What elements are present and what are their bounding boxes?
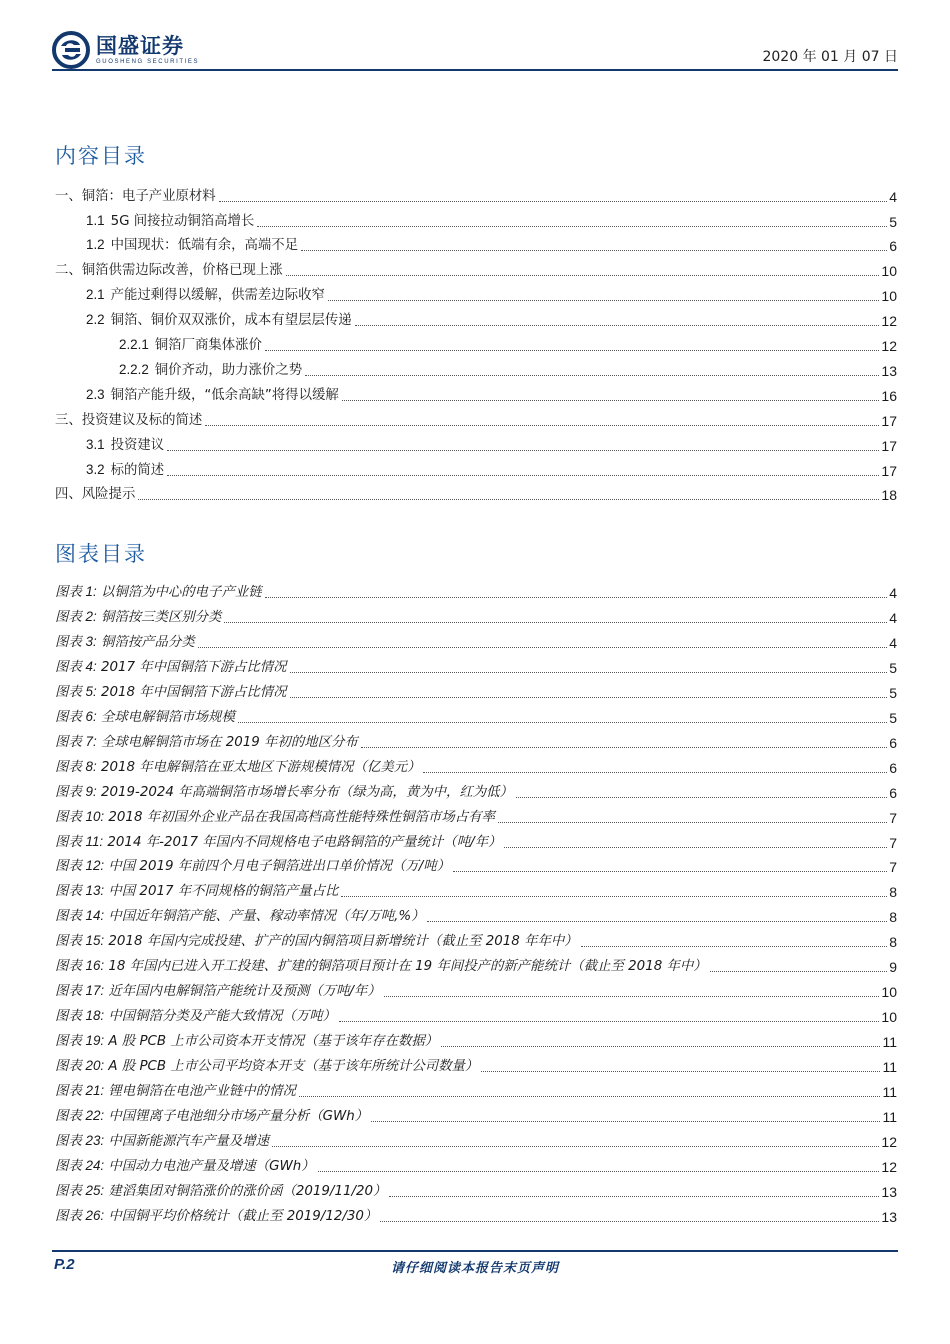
figure-entry-page: 5 bbox=[889, 660, 897, 676]
figure-entry-text: 中国锂离子电池细分市场产量分析（GWh） bbox=[108, 1109, 369, 1124]
figure-entry-number: 图表 7: bbox=[55, 734, 97, 749]
toc-entry-page: 10 bbox=[881, 288, 897, 304]
figure-entry-label bbox=[55, 1057, 478, 1076]
dot-leader bbox=[384, 996, 880, 997]
figure-entry-page: 8 bbox=[889, 934, 897, 950]
figure-entry-page: 11 bbox=[882, 1034, 897, 1050]
figure-entry-page: 6 bbox=[889, 785, 897, 801]
toc-entry-page: 17 bbox=[881, 463, 897, 479]
report-date: 2020 年 01 月 07 日 bbox=[762, 49, 898, 65]
toc-entry[interactable] bbox=[55, 383, 897, 405]
figure-entry-text: 建滔集团对铜箔涨价的涨价函（2019/11/20） bbox=[108, 1184, 387, 1199]
figure-entry-number: 图表 18: bbox=[55, 1008, 105, 1023]
figure-entry-number: 图表 17: bbox=[55, 983, 105, 998]
figure-entry[interactable] bbox=[55, 854, 897, 876]
toc-entry-page: 6 bbox=[889, 238, 897, 254]
figure-entry-label bbox=[55, 783, 513, 802]
logo-english-name: GUOSHENG SECURITIES bbox=[96, 59, 200, 65]
figure-entry-label bbox=[55, 608, 221, 627]
toc-entry-page: 10 bbox=[881, 263, 897, 279]
toc-entry-page: 16 bbox=[881, 388, 897, 404]
figure-entry[interactable] bbox=[55, 904, 897, 926]
figure-entry[interactable] bbox=[55, 1079, 897, 1101]
figure-entry[interactable] bbox=[55, 755, 897, 777]
figure-entry[interactable] bbox=[55, 680, 897, 702]
toc-entry[interactable] bbox=[55, 433, 897, 455]
dot-leader bbox=[265, 597, 888, 598]
toc-entry-page: 4 bbox=[889, 189, 897, 205]
dot-leader bbox=[238, 722, 887, 723]
dot-leader bbox=[504, 847, 887, 848]
dot-leader bbox=[423, 772, 887, 773]
figure-entry-page: 8 bbox=[889, 884, 897, 900]
dot-leader bbox=[380, 1221, 879, 1222]
dot-leader bbox=[453, 871, 887, 872]
figure-entry-label bbox=[55, 1157, 315, 1176]
toc-heading: 内容目录 bbox=[55, 144, 147, 168]
figure-entry-number: 图表 25: bbox=[55, 1183, 105, 1198]
figure-entry-label bbox=[55, 1132, 269, 1151]
toc-entry[interactable] bbox=[55, 408, 897, 430]
header-divider bbox=[52, 69, 898, 71]
figure-entry-page: 13 bbox=[881, 1209, 897, 1225]
figure-entry-text: 18 年国内已进入开工投建、扩建的铜箔项目预计在 19 年间投产的新产能统计（截止至 2018 年中） bbox=[108, 959, 707, 974]
figure-entry-page: 5 bbox=[889, 710, 897, 726]
toc-entry-text: 产能过剩得以缓解，供需差边际收窄 bbox=[110, 288, 325, 303]
figure-entry-number: 图表 21: bbox=[55, 1083, 105, 1098]
figure-entry[interactable] bbox=[55, 580, 897, 602]
toc-entry-label bbox=[55, 188, 216, 206]
toc-entry-text: 三、投资建议及标的简述 bbox=[55, 413, 203, 428]
figure-entry[interactable] bbox=[55, 1129, 897, 1151]
toc-entry-text: 5G 间接拉动铜箔高增长 bbox=[110, 214, 255, 229]
figure-entry-label bbox=[55, 932, 578, 951]
toc-entry[interactable] bbox=[55, 209, 897, 231]
figure-entry-text: 铜箔按三类区别分类 bbox=[100, 610, 222, 625]
figure-entry[interactable] bbox=[55, 630, 897, 652]
figure-entry[interactable] bbox=[55, 1004, 897, 1026]
figure-entry[interactable] bbox=[55, 954, 897, 976]
figure-entry[interactable] bbox=[55, 830, 897, 852]
figure-entry-number: 图表 8: bbox=[55, 759, 97, 774]
figure-entry-number: 图表 1: bbox=[55, 584, 97, 599]
toc-entry-label bbox=[55, 436, 164, 455]
figure-entry-text: 中国动力电池产量及增速（GWh） bbox=[108, 1159, 315, 1174]
figure-entry-number: 图表 20: bbox=[55, 1058, 105, 1073]
toc-entry-text: 一、铜箔：电子产业原材料 bbox=[55, 189, 216, 204]
dot-leader bbox=[272, 1146, 879, 1147]
figure-entry-text: 2018 年国内完成投建、扩产的国内铜箔项目新增统计（截止至 2018 年年中） bbox=[108, 934, 578, 949]
figure-entry-text: 2018 年中国铜箔下游占比情况 bbox=[100, 685, 287, 700]
figure-entry-text: 2018 年电解铜箔在亚太地区下游规模情况（亿美元） bbox=[100, 760, 421, 775]
figure-entry-label bbox=[55, 1032, 438, 1051]
figure-entry-text: 近年国内电解铜箔产能统计及预测（万吨/年） bbox=[108, 984, 381, 999]
dot-leader bbox=[224, 622, 887, 623]
toc-entry-number: 1.2 bbox=[86, 237, 105, 252]
figure-entry-number: 图表 5: bbox=[55, 684, 97, 699]
figure-entry[interactable] bbox=[55, 1154, 897, 1176]
figure-entry-page: 11 bbox=[882, 1059, 897, 1075]
figure-entry-page: 10 bbox=[881, 984, 897, 1000]
toc-entry-label bbox=[55, 336, 262, 355]
figure-entry-number: 图表 10: bbox=[55, 809, 105, 824]
figure-entry-label bbox=[55, 857, 450, 876]
figure-entry-page: 11 bbox=[882, 1084, 897, 1100]
toc-entry-label bbox=[55, 461, 164, 480]
page-number: P.2 bbox=[54, 1256, 75, 1273]
toc-entry-label bbox=[55, 262, 283, 280]
toc-entry-text: 铜箔厂商集体涨价 bbox=[154, 338, 262, 353]
dot-leader bbox=[205, 425, 879, 426]
figure-entry-page: 7 bbox=[889, 859, 897, 875]
toc-entry-label bbox=[55, 236, 298, 255]
dot-leader bbox=[341, 896, 887, 897]
figure-entry[interactable] bbox=[55, 879, 897, 901]
toc-entry-page: 17 bbox=[881, 438, 897, 454]
figure-entry-page: 7 bbox=[889, 835, 897, 851]
figure-entry-label bbox=[55, 808, 495, 827]
dot-leader bbox=[219, 201, 888, 202]
dot-leader bbox=[299, 1096, 881, 1097]
figure-entry-page: 12 bbox=[881, 1159, 897, 1175]
toc-entry-number: 2.2.2 bbox=[119, 362, 149, 377]
figure-entry-number: 图表 13: bbox=[55, 883, 105, 898]
figure-entry-text: 中国 2019 年前四个月电子铜箔进出口单价情况（万/吨） bbox=[108, 859, 451, 874]
figure-entry-page: 8 bbox=[889, 909, 897, 925]
figure-entry-text: 全球电解铜箔市场在 2019 年初的地区分布 bbox=[100, 735, 358, 750]
figure-entry-text: A 股 PCB 上市公司平均资本开支（基于该年所统计公司数量） bbox=[108, 1059, 479, 1074]
figure-entry-label bbox=[55, 907, 424, 926]
toc-entry[interactable] bbox=[55, 333, 897, 355]
figure-entry-number: 图表 9: bbox=[55, 784, 97, 799]
logo-chinese-name: 国盛证券 bbox=[96, 34, 184, 58]
toc-entry-number: 3.1 bbox=[86, 437, 105, 452]
figure-entry-page: 13 bbox=[881, 1184, 897, 1200]
figure-entry-label bbox=[55, 957, 707, 976]
figure-entry-text: 中国铜箔分类及产能大致情况（万吨） bbox=[108, 1009, 337, 1024]
figure-entry-number: 图表 12: bbox=[55, 858, 105, 873]
toc-entry-label bbox=[55, 361, 302, 380]
toc-entry-number: 2.2.1 bbox=[119, 337, 149, 352]
toc-entry[interactable] bbox=[55, 283, 897, 305]
dot-leader bbox=[710, 971, 888, 972]
dot-leader bbox=[167, 475, 879, 476]
toc-entry-text: 铜价齐动，助力涨价之势 bbox=[154, 363, 303, 378]
toc-entry-label bbox=[55, 286, 325, 305]
figure-entry-text: 2018 年初国外企业产品在我国高档高性能特殊性铜箔市场占有率 bbox=[108, 810, 495, 825]
figure-entry[interactable] bbox=[55, 979, 897, 1001]
figure-entry-label bbox=[55, 1082, 296, 1101]
figure-entry-number: 图表 3: bbox=[55, 634, 97, 649]
figure-entry-page: 4 bbox=[889, 610, 897, 626]
figure-entry[interactable] bbox=[55, 605, 897, 627]
logo-emblem-icon bbox=[52, 31, 90, 69]
figure-entry-page: 5 bbox=[889, 685, 897, 701]
figure-entry-page: 11 bbox=[882, 1109, 897, 1125]
toc-entry-text: 铜箔、铜价双双涨价，成本有望层层传递 bbox=[110, 313, 352, 328]
figure-entry-text: 中国新能源汽车产量及增速 bbox=[108, 1134, 270, 1149]
toc-entry-text: 中国现状：低端有余，高端不足 bbox=[110, 238, 299, 253]
figure-entry[interactable] bbox=[55, 1029, 897, 1051]
toc-entry-page: 13 bbox=[881, 363, 897, 379]
toc-entry-number: 2.2 bbox=[86, 312, 105, 327]
dot-leader bbox=[328, 300, 880, 301]
figure-entry-label bbox=[55, 708, 235, 727]
dot-leader bbox=[167, 450, 879, 451]
toc-entry-number: 3.2 bbox=[86, 462, 105, 477]
dot-leader bbox=[290, 697, 888, 698]
dot-leader bbox=[318, 1171, 880, 1172]
dot-leader bbox=[301, 250, 887, 251]
figure-entry-label bbox=[55, 1007, 336, 1026]
figure-entry-number: 图表 26: bbox=[55, 1208, 105, 1223]
figure-entry-page: 12 bbox=[881, 1134, 897, 1150]
figure-entry-text: 锂电铜箔在电池产业链中的情况 bbox=[108, 1084, 296, 1099]
figure-entry-page: 6 bbox=[889, 760, 897, 776]
toc-entry-number: 2.1 bbox=[86, 287, 105, 302]
dot-leader bbox=[257, 226, 887, 227]
figure-entry-number: 图表 23: bbox=[55, 1133, 105, 1148]
toc-entry-page: 12 bbox=[881, 338, 897, 354]
dot-leader bbox=[305, 375, 879, 376]
toc-entry-label bbox=[55, 486, 135, 504]
figure-entry[interactable] bbox=[55, 655, 897, 677]
figure-entry-page: 9 bbox=[889, 959, 897, 975]
toc-entry-page: 12 bbox=[881, 313, 897, 329]
dot-leader bbox=[371, 1121, 880, 1122]
page-header bbox=[52, 28, 898, 72]
figure-entry-text: 中国近年铜箔产能、产量、稼动率情况（年/万吨,%） bbox=[108, 909, 425, 924]
figure-entry-number: 图表 11: bbox=[55, 834, 104, 849]
figure-entry-text: 2019-2024 年高端铜箔市场增长率分布（绿为高，黄为中，红为低） bbox=[100, 785, 513, 800]
figure-entry-label bbox=[55, 882, 338, 901]
figure-entry-page: 4 bbox=[889, 585, 897, 601]
figure-entry-label bbox=[55, 1182, 386, 1201]
figure-entry-text: 中国铜平均价格统计（截止至 2019/12/30） bbox=[108, 1209, 378, 1224]
figure-entry-number: 图表 22: bbox=[55, 1108, 105, 1123]
toc-entry-text: 四、风险提示 bbox=[55, 487, 136, 502]
toc-entry-label bbox=[55, 386, 339, 405]
figure-entry-text: 铜箔按产品分类 bbox=[100, 635, 195, 650]
dot-leader bbox=[339, 1021, 879, 1022]
toc-entry-text: 铜箔产能升级，“低余高缺”将得以缓解 bbox=[110, 388, 339, 403]
toc-entry-page: 18 bbox=[881, 487, 897, 503]
dot-leader bbox=[389, 1196, 879, 1197]
dot-leader bbox=[342, 400, 880, 401]
toc-entry-number: 2.3 bbox=[86, 387, 105, 402]
toc-entry-label bbox=[55, 311, 352, 330]
toc-entry[interactable] bbox=[55, 458, 897, 480]
figure-entry-text: 以铜箔为中心的电子产业链 bbox=[100, 585, 262, 600]
company-logo bbox=[52, 28, 199, 72]
figure-entry[interactable] bbox=[55, 1179, 897, 1201]
figure-entry-number: 图表 16: bbox=[55, 958, 105, 973]
figure-entry-number: 图表 15: bbox=[55, 933, 105, 948]
toc-entry[interactable] bbox=[55, 184, 897, 206]
dot-leader bbox=[516, 797, 887, 798]
figure-entry-label bbox=[55, 583, 262, 602]
figure-entry-page: 6 bbox=[889, 735, 897, 751]
figure-entry[interactable] bbox=[55, 929, 897, 951]
dot-leader bbox=[198, 647, 888, 648]
dot-leader bbox=[361, 747, 887, 748]
figure-entry-label bbox=[55, 1207, 377, 1226]
toc-entry-text: 二、铜箔供需边际改善，价格已现上涨 bbox=[55, 263, 283, 278]
toc-entry[interactable] bbox=[55, 308, 897, 330]
figure-entry-number: 图表 6: bbox=[55, 709, 97, 724]
dot-leader bbox=[441, 1046, 880, 1047]
figure-entry-label bbox=[55, 683, 287, 702]
figure-entry-number: 图表 24: bbox=[55, 1158, 105, 1173]
toc-entry[interactable] bbox=[55, 233, 897, 255]
dot-leader bbox=[481, 1071, 880, 1072]
dot-leader bbox=[355, 325, 880, 326]
figure-entry-label bbox=[55, 982, 381, 1001]
figure-entry-text: 中国 2017 年不同规格的铜箔产量占比 bbox=[108, 884, 339, 899]
figure-entry[interactable] bbox=[55, 1054, 897, 1076]
dot-leader bbox=[290, 672, 888, 673]
figure-entry-text: 2014 年-2017 年国内不同规格电子电路铜箔的产量统计（吨/年） bbox=[107, 835, 502, 850]
figure-entry[interactable] bbox=[55, 1104, 897, 1126]
figure-entry-number: 图表 2: bbox=[55, 609, 97, 624]
figure-entry-number: 图表 14: bbox=[55, 908, 105, 923]
figure-entry[interactable] bbox=[55, 780, 897, 802]
toc-entry-text: 标的简述 bbox=[110, 463, 165, 478]
toc-entry[interactable] bbox=[55, 482, 897, 504]
figure-entry-number: 图表 4: bbox=[55, 659, 97, 674]
toc-entry-text: 投资建议 bbox=[110, 438, 165, 453]
figure-entry-page: 4 bbox=[889, 635, 897, 651]
dot-leader bbox=[286, 275, 880, 276]
figure-entry-page: 7 bbox=[889, 810, 897, 826]
dot-leader bbox=[581, 946, 888, 947]
figure-entry-label bbox=[55, 833, 501, 852]
toc-entry-page: 5 bbox=[889, 214, 897, 230]
figure-entry[interactable] bbox=[55, 805, 897, 827]
figure-entry-label bbox=[55, 1107, 368, 1126]
dot-leader bbox=[498, 822, 887, 823]
figure-list-heading: 图表目录 bbox=[55, 542, 147, 566]
dot-leader bbox=[265, 350, 880, 351]
figure-entry-page: 10 bbox=[881, 1009, 897, 1025]
toc-entry-label bbox=[55, 412, 202, 430]
dot-leader bbox=[138, 499, 879, 500]
figure-entry[interactable] bbox=[55, 705, 897, 727]
figure-entry-text: A 股 PCB 上市公司资本开支情况（基于该年存在数据） bbox=[108, 1034, 439, 1049]
figure-entry-label bbox=[55, 758, 420, 777]
figure-entry[interactable] bbox=[55, 730, 897, 752]
figure-entry-text: 全球电解铜箔市场规模 bbox=[100, 710, 235, 725]
toc-entry-number: 1.1 bbox=[86, 213, 105, 228]
footer-divider bbox=[52, 1250, 898, 1252]
dot-leader bbox=[427, 921, 887, 922]
toc-entry[interactable] bbox=[55, 358, 897, 380]
toc-entry[interactable] bbox=[55, 258, 897, 280]
figure-entry-label bbox=[55, 658, 287, 677]
figure-entry-label bbox=[55, 633, 195, 652]
figure-entry[interactable] bbox=[55, 1204, 897, 1226]
figure-entry-text: 2017 年中国铜箔下游占比情况 bbox=[100, 660, 287, 675]
figure-entry-label bbox=[55, 733, 358, 752]
toc-entry-label bbox=[55, 212, 254, 231]
disclaimer-note: 请仔细阅读本报告末页声明 bbox=[390, 1261, 559, 1276]
toc-entry-page: 17 bbox=[881, 413, 897, 429]
figure-entry-number: 图表 19: bbox=[55, 1033, 105, 1048]
